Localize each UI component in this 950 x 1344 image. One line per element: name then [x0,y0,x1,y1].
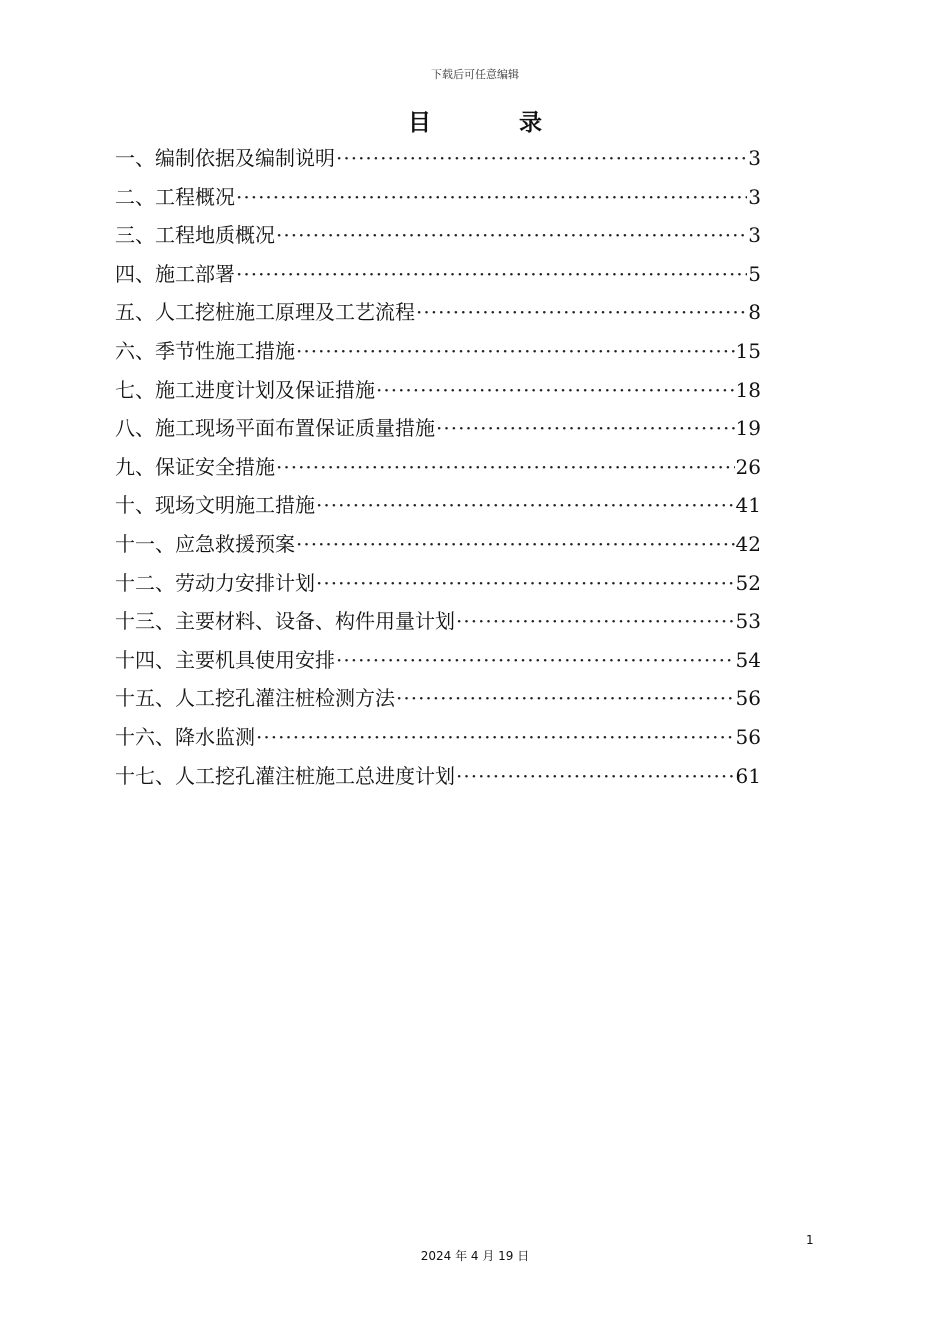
toc-entry-label: 十、现场文明施工措施 [115,493,315,518]
toc-entry[interactable] [115,679,761,718]
toc-dot-leader [256,718,735,757]
toc-dot-leader [316,486,735,525]
toc-entry[interactable] [115,757,761,796]
toc-entry-page: 18 [735,377,761,402]
toc-entry[interactable] [115,409,761,448]
toc-dot-leader [276,448,735,487]
toc-entry-page: 42 [735,531,761,556]
toc-dot-leader [416,293,747,332]
toc-entry-label: 八、施工现场平面布置保证质量措施 [115,416,435,441]
toc-entry[interactable] [115,448,761,487]
toc-entry-label: 九、保证安全措施 [115,454,275,479]
toc-entry-label: 十四、主要机具使用安排 [115,647,335,672]
toc-entry-page: 3 [748,184,761,209]
toc-entry-label: 十五、人工挖孔灌注桩检测方法 [115,686,395,711]
toc-entry[interactable] [115,293,761,332]
toc-entry[interactable] [115,216,761,255]
toc-entry-label: 六、季节性施工措施 [115,338,295,363]
toc-entry-label: 十六、降水监测 [115,724,255,749]
toc-entry-page: 3 [748,223,761,248]
table-of-contents [115,139,761,795]
toc-entry-page: 5 [748,261,761,286]
toc-entry-label: 十二、劳动力安排计划 [115,570,315,595]
toc-dot-leader [276,216,747,255]
toc-entry-page: 61 [735,763,761,788]
toc-dot-leader [296,332,735,371]
toc-entry-page: 41 [735,493,761,518]
toc-entry-page: 26 [735,454,761,479]
toc-dot-leader [336,139,747,178]
toc-entry[interactable] [115,564,761,603]
toc-entry-label: 十七、人工挖孔灌注桩施工总进度计划 [115,763,455,788]
toc-entry-label: 十三、主要材料、设备、构件用量计划 [115,609,455,634]
toc-entry[interactable] [115,525,761,564]
toc-dot-leader [456,602,735,641]
toc-entry-label: 四、施工部署 [115,261,235,286]
toc-entry-page: 8 [748,300,761,325]
toc-title: 目 录 [407,109,582,136]
toc-dot-leader [456,757,735,796]
toc-entry[interactable] [115,371,761,410]
toc-entry-label: 二、工程概况 [115,184,235,209]
footer-date: 2024 年 4 月 19 日 [420,1249,530,1263]
toc-dot-leader [296,525,735,564]
page-number: 1 [806,1233,814,1247]
toc-dot-leader [396,679,735,718]
toc-entry[interactable] [115,641,761,680]
toc-entry[interactable] [115,332,761,371]
toc-entry-label: 五、人工挖桩施工原理及工艺流程 [115,300,415,325]
toc-entry-page: 52 [735,570,761,595]
toc-entry-label: 一、编制依据及编制说明 [115,146,335,170]
toc-entry[interactable] [115,486,761,525]
toc-dot-leader [376,371,735,410]
toc-dot-leader [236,178,747,217]
toc-dot-leader [336,641,735,680]
toc-entry-page: 56 [735,686,761,711]
toc-entry[interactable] [115,718,761,757]
toc-dot-leader [316,564,735,603]
toc-entry[interactable] [115,139,761,178]
header-note: 下载后可任意编辑 [431,68,519,81]
toc-entry-page: 53 [735,609,761,634]
toc-entry[interactable] [115,255,761,294]
toc-entry-label: 十一、应急救援预案 [115,531,295,556]
toc-entry-page: 15 [735,338,761,363]
toc-dot-leader [436,409,735,448]
toc-entry-page: 54 [735,647,761,672]
toc-entry-label: 三、工程地质概况 [115,223,275,248]
toc-entry[interactable] [115,602,761,641]
toc-entry-page: 3 [748,146,761,170]
toc-dot-leader [236,255,747,294]
toc-entry-page: 19 [735,416,761,441]
toc-entry[interactable] [115,178,761,217]
toc-entry-label: 七、施工进度计划及保证措施 [115,377,375,402]
toc-entry-page: 56 [735,724,761,749]
